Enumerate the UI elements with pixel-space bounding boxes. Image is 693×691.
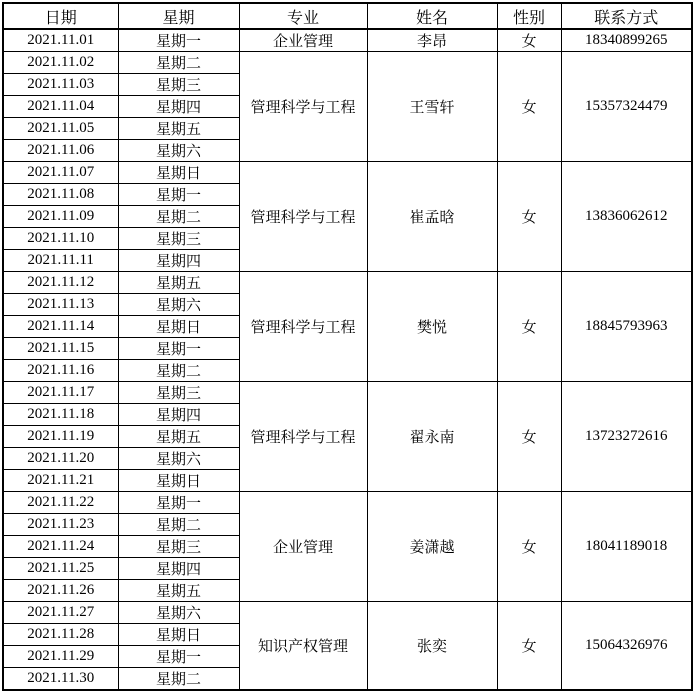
phone-cell: 18845793963 (561, 272, 692, 382)
date-cell: 2021.11.21 (3, 470, 118, 492)
date-cell: 2021.11.06 (3, 140, 118, 162)
date-cell: 2021.11.30 (3, 668, 118, 691)
date-cell: 2021.11.05 (3, 118, 118, 140)
gender-cell: 女 (497, 602, 561, 691)
date-cell: 2021.11.02 (3, 52, 118, 74)
major-cell: 管理科学与工程 (239, 272, 367, 382)
weekday-cell: 星期一 (118, 338, 239, 360)
table-row (3, 29, 692, 52)
date-cell: 2021.11.22 (3, 492, 118, 514)
phone-cell: 15357324479 (561, 52, 692, 162)
weekday-cell: 星期一 (118, 646, 239, 668)
gender-cell: 女 (497, 382, 561, 492)
date-cell: 2021.11.27 (3, 602, 118, 624)
column-header-date: 日期 (3, 3, 118, 29)
weekday-cell: 星期二 (118, 52, 239, 74)
header-row (3, 3, 692, 29)
weekday-cell: 星期五 (118, 118, 239, 140)
column-header-weekday: 星期 (118, 3, 239, 29)
phone-cell: 18041189018 (561, 492, 692, 602)
date-cell: 2021.11.08 (3, 184, 118, 206)
date-cell: 2021.11.16 (3, 360, 118, 382)
weekday-cell: 星期三 (118, 228, 239, 250)
weekday-cell: 星期日 (118, 162, 239, 184)
weekday-cell: 星期六 (118, 602, 239, 624)
gender-cell: 女 (497, 492, 561, 602)
date-cell: 2021.11.04 (3, 96, 118, 118)
gender-cell: 女 (497, 29, 561, 52)
weekday-cell: 星期日 (118, 624, 239, 646)
weekday-cell: 星期三 (118, 74, 239, 96)
weekday-cell: 星期四 (118, 96, 239, 118)
weekday-cell: 星期四 (118, 558, 239, 580)
table-row (3, 162, 692, 184)
table-row (3, 492, 692, 514)
date-cell: 2021.11.28 (3, 624, 118, 646)
contact-schedule-table (2, 2, 693, 691)
phone-cell: 18340899265 (561, 29, 692, 52)
weekday-cell: 星期四 (118, 404, 239, 426)
table-body (3, 29, 692, 690)
weekday-cell: 星期三 (118, 536, 239, 558)
date-cell: 2021.11.23 (3, 514, 118, 536)
phone-cell: 13836062612 (561, 162, 692, 272)
date-cell: 2021.11.25 (3, 558, 118, 580)
date-cell: 2021.11.03 (3, 74, 118, 96)
major-cell: 管理科学与工程 (239, 382, 367, 492)
date-cell: 2021.11.14 (3, 316, 118, 338)
weekday-cell: 星期一 (118, 184, 239, 206)
major-cell: 知识产权管理 (239, 602, 367, 691)
weekday-cell: 星期一 (118, 29, 239, 52)
table-row (3, 272, 692, 294)
major-cell: 企业管理 (239, 492, 367, 602)
weekday-cell: 星期二 (118, 514, 239, 536)
date-cell: 2021.11.24 (3, 536, 118, 558)
weekday-cell: 星期五 (118, 426, 239, 448)
major-cell: 管理科学与工程 (239, 52, 367, 162)
gender-cell: 女 (497, 162, 561, 272)
date-cell: 2021.11.01 (3, 29, 118, 52)
weekday-cell: 星期五 (118, 580, 239, 602)
name-cell: 樊悦 (367, 272, 497, 382)
weekday-cell: 星期六 (118, 294, 239, 316)
table-row (3, 52, 692, 74)
weekday-cell: 星期六 (118, 140, 239, 162)
weekday-cell: 星期六 (118, 448, 239, 470)
name-cell: 王雪轩 (367, 52, 497, 162)
table-row (3, 382, 692, 404)
date-cell: 2021.11.12 (3, 272, 118, 294)
phone-cell: 13723272616 (561, 382, 692, 492)
date-cell: 2021.11.10 (3, 228, 118, 250)
date-cell: 2021.11.13 (3, 294, 118, 316)
phone-cell: 15064326976 (561, 602, 692, 691)
column-header-major: 专业 (239, 3, 367, 29)
weekday-cell: 星期五 (118, 272, 239, 294)
date-cell: 2021.11.07 (3, 162, 118, 184)
gender-cell: 女 (497, 272, 561, 382)
weekday-cell: 星期二 (118, 668, 239, 691)
date-cell: 2021.11.15 (3, 338, 118, 360)
date-cell: 2021.11.20 (3, 448, 118, 470)
weekday-cell: 星期一 (118, 492, 239, 514)
weekday-cell: 星期日 (118, 316, 239, 338)
name-cell: 姜潇越 (367, 492, 497, 602)
column-header-gender: 性别 (497, 3, 561, 29)
name-cell: 张奕 (367, 602, 497, 691)
major-cell: 企业管理 (239, 29, 367, 52)
weekday-cell: 星期四 (118, 250, 239, 272)
date-cell: 2021.11.17 (3, 382, 118, 404)
name-cell: 李昂 (367, 29, 497, 52)
date-cell: 2021.11.29 (3, 646, 118, 668)
weekday-cell: 星期二 (118, 360, 239, 382)
weekday-cell: 星期日 (118, 470, 239, 492)
date-cell: 2021.11.18 (3, 404, 118, 426)
name-cell: 崔孟晗 (367, 162, 497, 272)
major-cell: 管理科学与工程 (239, 162, 367, 272)
column-header-name: 姓名 (367, 3, 497, 29)
weekday-cell: 星期二 (118, 206, 239, 228)
date-cell: 2021.11.26 (3, 580, 118, 602)
date-cell: 2021.11.19 (3, 426, 118, 448)
date-cell: 2021.11.11 (3, 250, 118, 272)
name-cell: 翟永南 (367, 382, 497, 492)
column-header-phone: 联系方式 (561, 3, 692, 29)
weekday-cell: 星期三 (118, 382, 239, 404)
gender-cell: 女 (497, 52, 561, 162)
table-row (3, 602, 692, 624)
date-cell: 2021.11.09 (3, 206, 118, 228)
